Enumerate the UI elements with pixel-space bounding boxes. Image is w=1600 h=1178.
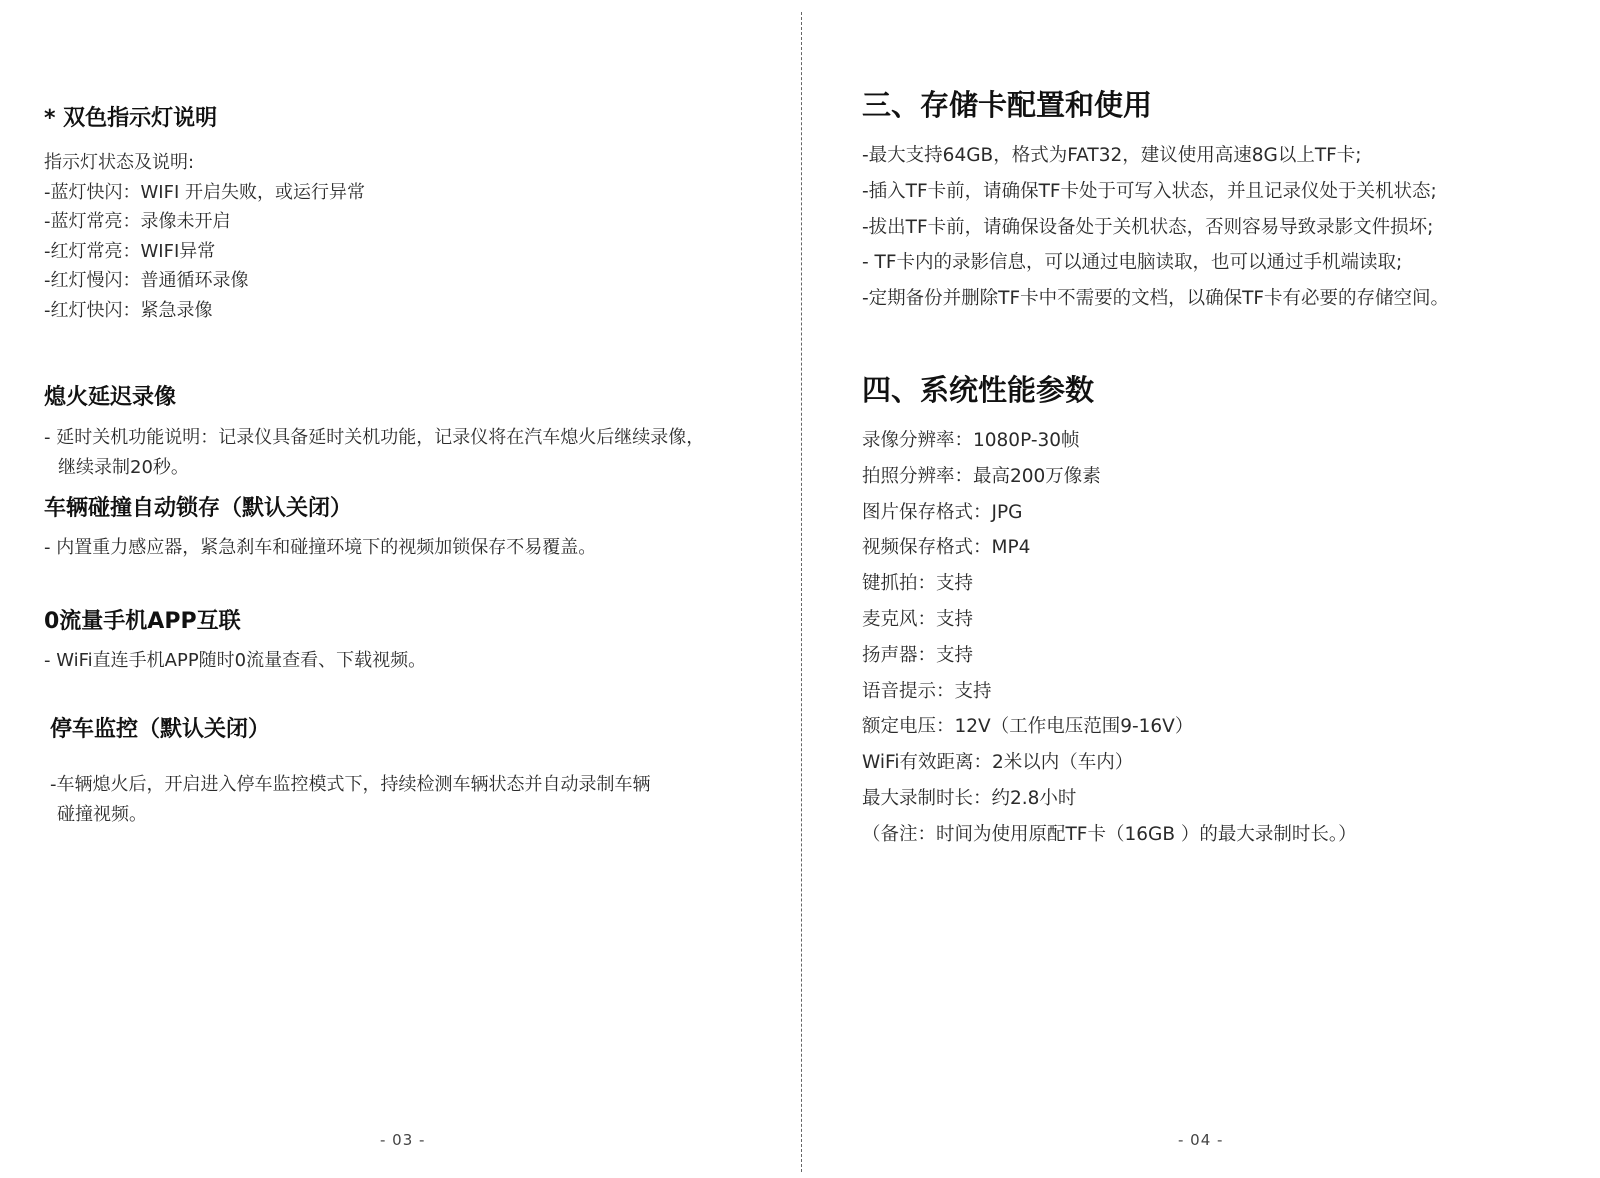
spec-item: 额定电压：12V（工作电压范围9-16V） bbox=[862, 716, 1194, 738]
storage-item: -拔出TF卡前，请确保设备处于关机状态，否则容易导致录影文件损坏; bbox=[862, 216, 1434, 238]
indicator-item: -红灯常亮：WIFI异常 bbox=[44, 240, 216, 262]
spec-item: 拍照分辨率：最高200万像素 bbox=[862, 465, 1101, 487]
indicator-item: -红灯慢闪：普通循环录像 bbox=[44, 270, 249, 291]
indicator-section bbox=[44, 104, 365, 325]
right-page bbox=[800, 0, 1600, 1178]
storage-section bbox=[862, 86, 1449, 317]
page-number-left: - 03 - bbox=[380, 1131, 426, 1149]
parking-section bbox=[50, 715, 651, 829]
parking-text: -车辆熄火后，开启进入停车监控模式下，持续检测车辆状态并自动录制车辆 bbox=[50, 774, 651, 795]
spec-item: 扬声器：支持 bbox=[862, 644, 974, 666]
spec-note: （备注：时间为使用原配TF卡（16GB ）的最大录制时长。） bbox=[862, 823, 1357, 845]
specs-section bbox=[862, 371, 1357, 853]
parking-text-continued: 碰撞视频。 bbox=[57, 803, 147, 825]
storage-item: -插入TF卡前，请确保TF卡处于可写入状态，并且记录仪处于关机状态; bbox=[862, 180, 1437, 202]
indicator-item: -红灯快闪：紧急录像 bbox=[44, 299, 213, 321]
indicator-title: * 双色指示灯说明 bbox=[44, 106, 218, 131]
storage-item: -定期备份并删除TF卡中不需要的文档，以确保TF卡有必要的存储空间。 bbox=[862, 288, 1450, 310]
delay-title: 熄火延迟录像 bbox=[44, 385, 177, 410]
spec-item: 麦克风：支持 bbox=[862, 608, 974, 630]
parking-title: 停车监控（默认关闭） bbox=[50, 717, 271, 742]
spec-item: 最大录制时长：约2.8小时 bbox=[862, 787, 1077, 809]
collision-text: - 内置重力感应器，紧急刹车和碰撞环境下的视频加锁保存不易覆盖。 bbox=[44, 537, 597, 558]
storage-item: -最大支持64GB，格式为FAT32，建议使用高速8G以上TF卡; bbox=[862, 145, 1362, 166]
collision-title: 车辆碰撞自动锁存（默认关闭） bbox=[44, 496, 353, 521]
page-number-right: - 04 - bbox=[1178, 1131, 1224, 1149]
spec-item: 视频保存格式：MP4 bbox=[862, 537, 1031, 559]
storage-item: - TF卡内的录影信息，可以通过电脑读取，也可以通过手机端读取; bbox=[862, 252, 1403, 274]
delay-section bbox=[44, 383, 704, 482]
delay-text: - 延时关机功能说明：记录仪具备延时关机功能，记录仪将在汽车熄火后继续录像， bbox=[44, 427, 705, 448]
spec-item: 图片保存格式：JPG bbox=[862, 501, 1023, 523]
app-text: - WiFi直连手机APP随时0流量查看、下载视频。 bbox=[44, 650, 427, 671]
indicator-item: -蓝灯快闪：WIFI 开启失败，或运行异常 bbox=[44, 181, 365, 203]
indicator-item: -蓝灯常亮：录像未开启 bbox=[44, 211, 231, 232]
spec-item: 键抓拍：支持 bbox=[862, 573, 974, 595]
spec-item: WiFi有效距离：2米以内（车内） bbox=[862, 752, 1134, 774]
specs-title: 四、系统性能参数 bbox=[862, 373, 1095, 407]
spec-item: 录像分辨率：1080P-30帧 bbox=[862, 430, 1080, 451]
delay-text-continued: 继续录制20秒。 bbox=[58, 456, 189, 478]
indicator-intro: 指示灯状态及说明: bbox=[44, 152, 195, 173]
collision-section bbox=[44, 494, 596, 563]
storage-title: 三、存储卡配置和使用 bbox=[862, 88, 1153, 122]
app-title: 0流量手机APP互联 bbox=[44, 609, 241, 634]
spec-item: 语音提示：支持 bbox=[862, 680, 992, 702]
app-section bbox=[44, 607, 426, 676]
